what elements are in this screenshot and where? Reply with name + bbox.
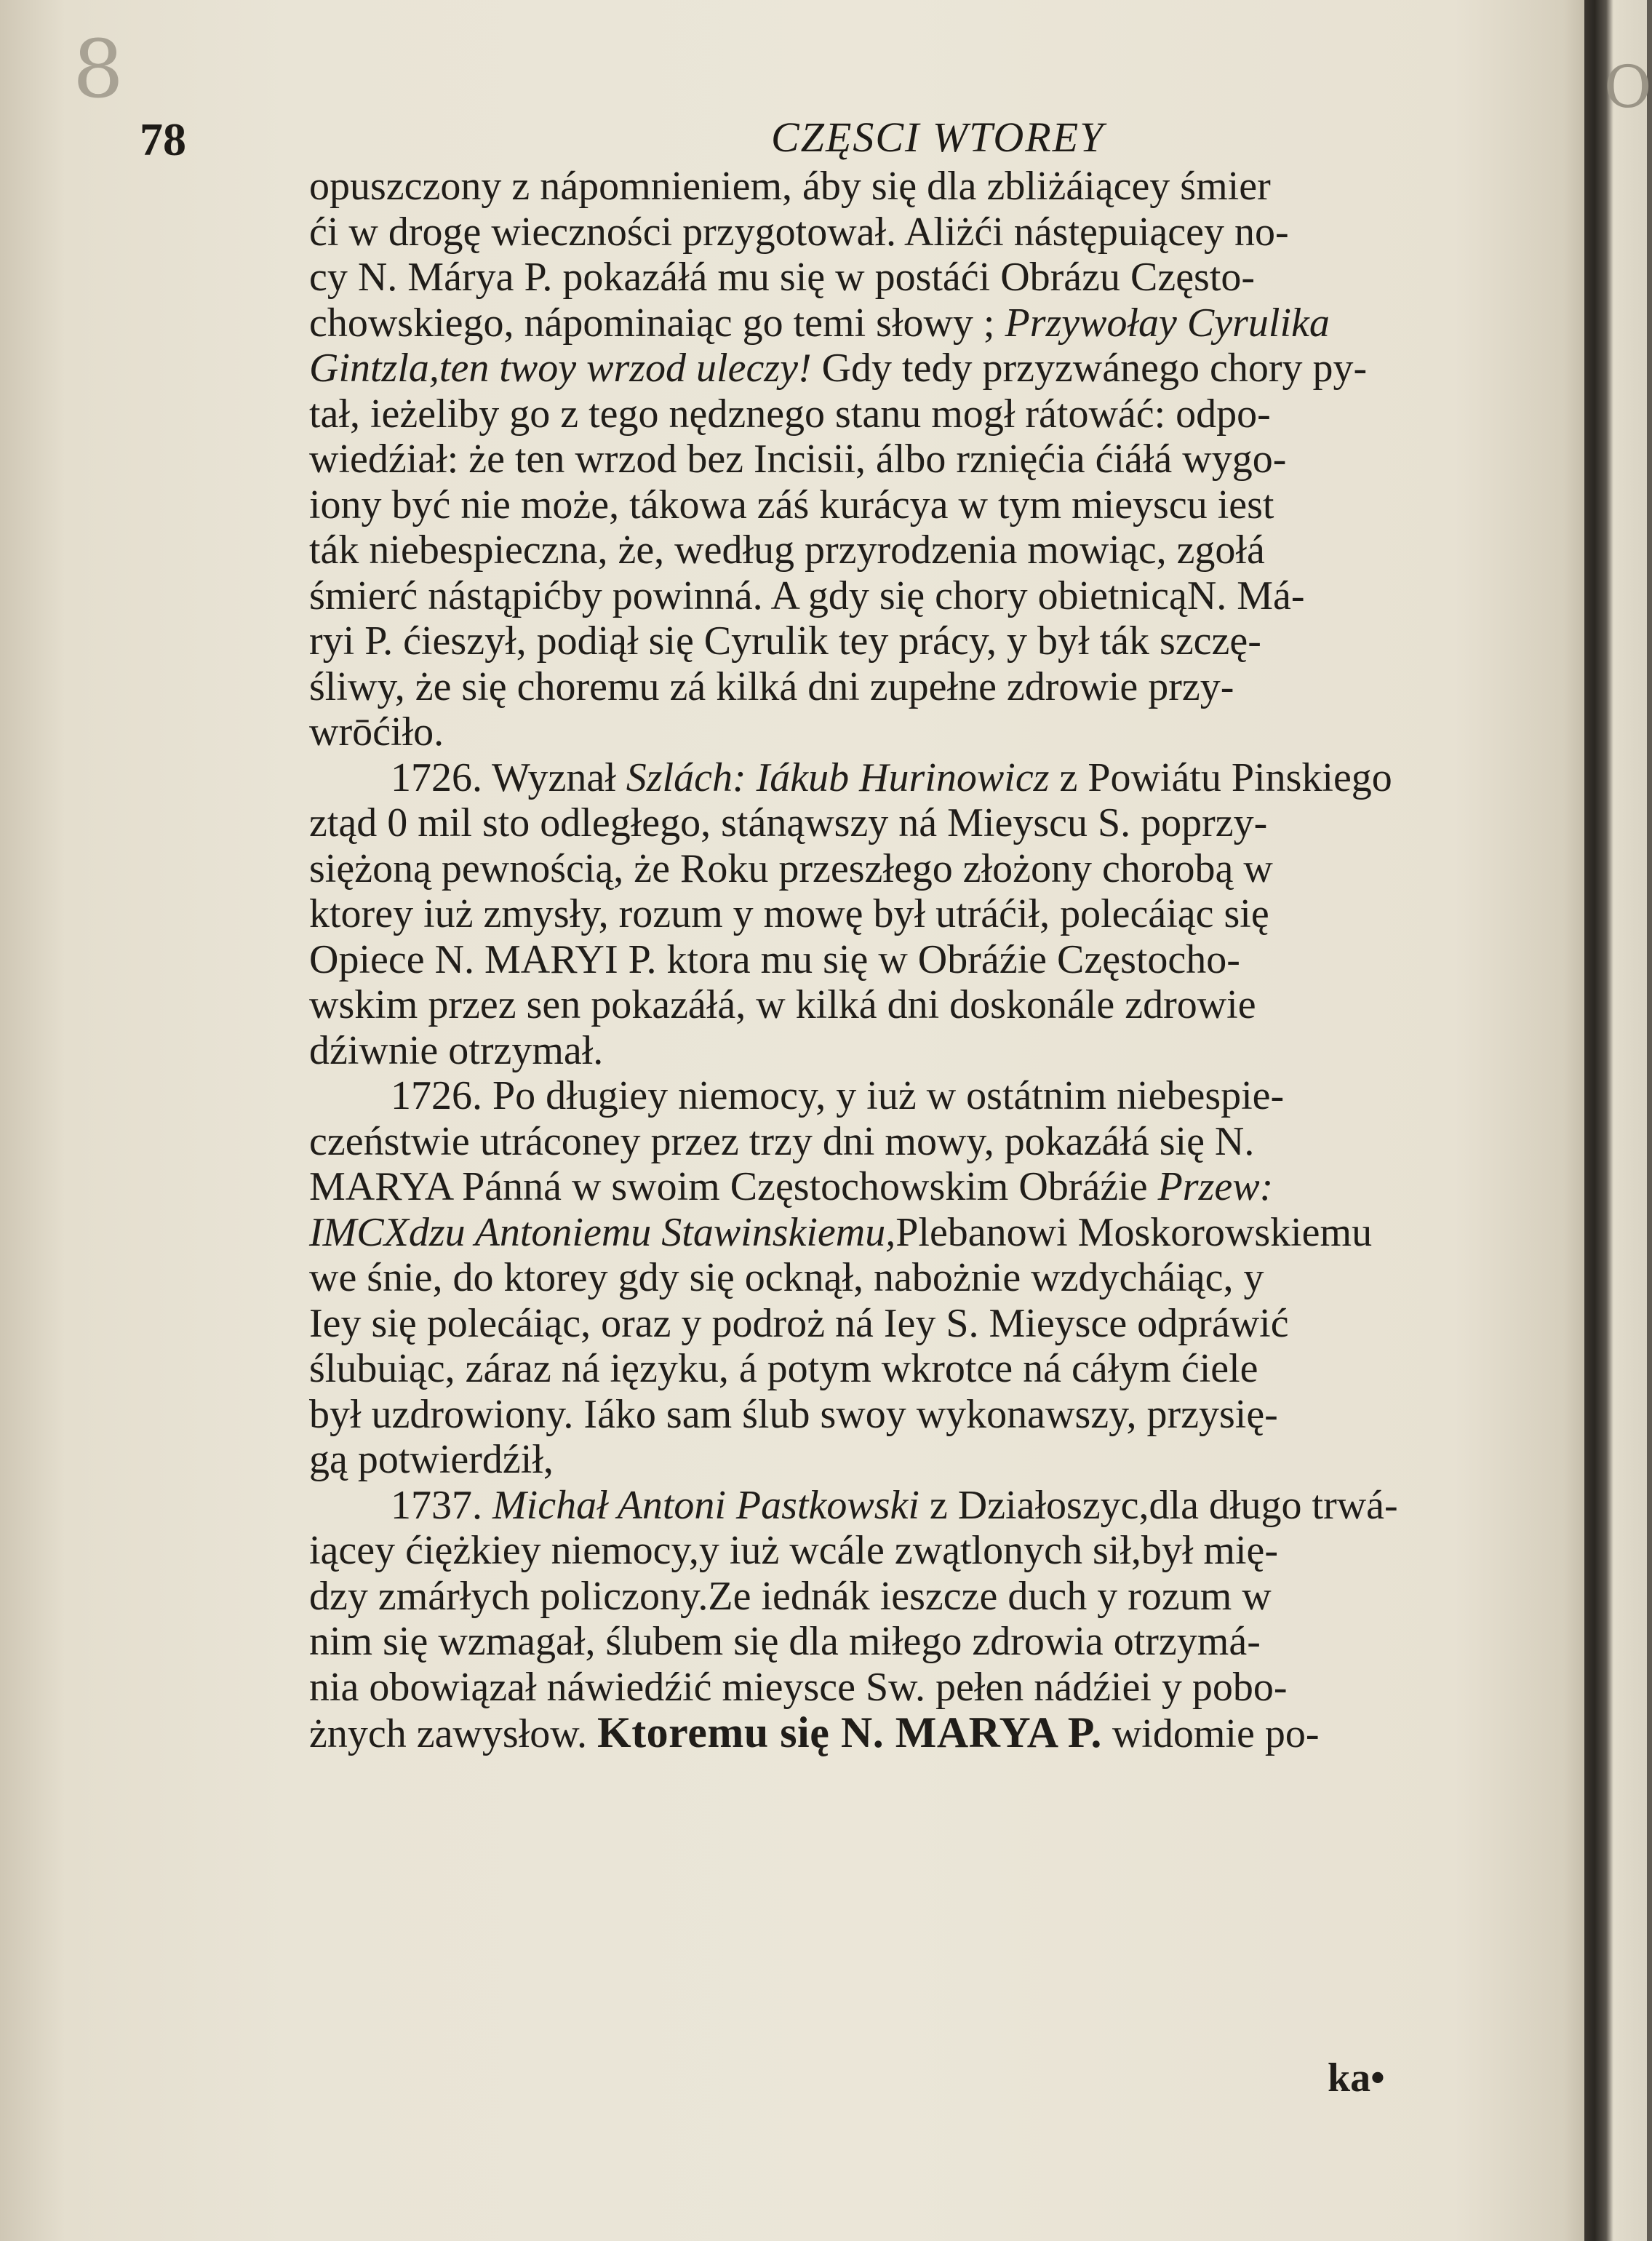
text-line [309, 1257, 1531, 1298]
text-segment: Iey się polecáiąc, oraz y podroż ná Iey S. Mieysce odpráwić [309, 1300, 1289, 1346]
text-segment: Przywołay Cyrulika [1005, 300, 1330, 346]
text-line [309, 1348, 1531, 1389]
text-line [309, 257, 1531, 298]
text-segment: IMCXdzu Antoniemu Stawinskiemu, [309, 1209, 896, 1255]
text-segment: opuszczony z nápomnieniem, áby się dla zbliżáiącey śmier [309, 164, 1271, 209]
text-segment: ći w drogę wieczności przygotował. Aliżći nástępuiącey no- [309, 209, 1289, 255]
body-text [309, 166, 1531, 1758]
text-segment: nia obowiązał náwiedźić mieysce Sw. pełen nádźiei y pobo- [309, 1664, 1288, 1710]
text-line [309, 1391, 1531, 1437]
text-segment: żnych zawysłow. [309, 1711, 598, 1756]
text-segment: chowskiego, nápominaiąc go temi słowy ; [309, 300, 1005, 346]
text-segment: Szlách: Iákub Hurinowicz [626, 755, 1050, 800]
text-line [309, 618, 1531, 664]
text-segment: Przew: [1157, 1164, 1274, 1209]
text-line [309, 893, 1531, 934]
text-segment: Michał Antoni Pastkowski [492, 1482, 919, 1528]
text-line [309, 709, 1531, 755]
text-segment: siężoną pewnością, że Roku przeszłego złożony chorobą w [309, 845, 1273, 891]
text-line [309, 1118, 1531, 1164]
next-page-edge-letter: O [1604, 53, 1652, 121]
text-segment: MARYA Pánná w swoim Częstochowskim Obráźie [309, 1164, 1158, 1209]
text-segment: gą potwierdźił, [309, 1437, 554, 1482]
text-line [309, 391, 1531, 437]
pencil-page-mark: 8 [73, 23, 124, 116]
text-segment: śmierć nástąpićby powinná. A gdy się chory obietnicąN. Má- [309, 573, 1305, 618]
text-line [309, 1166, 1531, 1207]
text-segment: Plebanowi Moskorowskiemu [895, 1209, 1373, 1255]
text-segment: wskim przez sen pokazáłá, w kilká dni doskonále zdrowie [309, 982, 1256, 1027]
text-line [309, 666, 1531, 707]
text-segment: Opiece N. MARYI P. ktora mu się w Obráźie Częstocho- [309, 936, 1240, 982]
text-line [309, 1664, 1531, 1710]
text-line [309, 1300, 1531, 1346]
text-segment: iącey ćiężkiey niemocy,y iuż wcále zwątlonych sił,był mię- [309, 1528, 1279, 1573]
text-line [309, 845, 1531, 891]
text-line [309, 573, 1531, 618]
text-line [309, 936, 1531, 982]
text-line [309, 757, 1531, 798]
text-line [309, 1621, 1531, 1662]
text-line [309, 482, 1531, 528]
text-line [309, 300, 1531, 346]
text-segment: wiedźiał: że ten wrzod bez Incisii, álbo rznięćia ćiáłá wygo- [309, 437, 1287, 482]
text-segment: nim się wzmagał, ślubem się dla miłego zdrowia otrzymá- [309, 1619, 1261, 1664]
text-segment: śliwy, że się choremu zá kilká dni zupełne zdrowie przy- [309, 664, 1234, 709]
text-line [309, 1075, 1531, 1116]
text-line [309, 437, 1531, 482]
book-gutter [1584, 0, 1647, 2241]
text-line [309, 1708, 1531, 1756]
text-segment: ztąd 0 mil sto odległego, stánąwszy ná Mieyscu S. poprzy- [309, 800, 1268, 845]
text-segment: ktorey iuż zmysły, rozum y mowę był utráćił, polecáiąc się [309, 891, 1269, 936]
text-segment: Gdy tedy przyzwánego chory py- [811, 346, 1368, 391]
text-line [309, 1027, 1531, 1073]
text-line [309, 1439, 1531, 1480]
text-line [309, 800, 1531, 845]
text-segment: 1726. Po długiey niemocy, y iuż w ostátnim niebespie- [309, 1073, 1285, 1118]
text-line [309, 1482, 1531, 1528]
text-line [309, 209, 1531, 255]
text-line [309, 1530, 1531, 1571]
text-segment: dźiwnie otrzymał. [309, 1027, 604, 1073]
text-line [309, 166, 1531, 207]
text-segment: tał, ieżeliby go z tego nędznego stanu mogł rátowáć: odpo- [309, 391, 1271, 437]
text-segment: czeństwie utráconey przez trzy dni mowy, pokazáłá się N. [309, 1118, 1255, 1164]
text-segment: ślubuiąc, záraz ná ięzyku, á potym wkrotce ná cáłym ćiele [309, 1346, 1258, 1391]
text-line [309, 984, 1531, 1025]
text-segment: cy N. Márya P. pokazáłá mu się w postáći Obrázu Często- [309, 255, 1256, 300]
text-segment: Gintzla,ten twoy wrzod uleczy! [309, 346, 812, 391]
text-segment: ták niebespieczna, że, według przyrodzenia mowiąc, zgołá [309, 528, 1265, 573]
running-head: CZĘSCI WTOREY [771, 114, 1105, 161]
text-line [309, 1573, 1531, 1619]
text-segment: widomie po- [1101, 1711, 1320, 1756]
text-segment: dzy zmárłych policzony.Ze iednák ieszcze duch y rozum w [309, 1573, 1272, 1619]
catchword: ka• [1328, 2055, 1385, 2101]
text-line [309, 348, 1531, 389]
text-segment: ryi P. ćieszył, podiął się Cyrulik tey prácy, y był ták szczę- [309, 618, 1261, 664]
text-segment: z Działoszyc,dla długo trwá- [919, 1482, 1398, 1528]
text-segment: 1726. Wyznał [309, 755, 626, 800]
text-line [309, 528, 1531, 573]
page-number: 78 [140, 114, 186, 165]
text-segment: we śnie, do ktorey gdy się ocknął, nabożnie wzdycháiąc, y [309, 1255, 1264, 1300]
text-segment: 1737. [309, 1482, 492, 1528]
text-segment: był uzdrowiony. Iáko sam ślub swoy wykonawszy, przysię- [309, 1391, 1278, 1437]
text-line [309, 1209, 1531, 1255]
text-segment: iony być nie może, tákowa záś kurácya w tym mieyscu iest [309, 482, 1274, 528]
text-segment: z Powiátu Pinskiego [1049, 755, 1392, 800]
text-segment: Ktoremu się N. MARYA P. [597, 1708, 1102, 1756]
text-segment: wrōćiło. [309, 709, 444, 755]
